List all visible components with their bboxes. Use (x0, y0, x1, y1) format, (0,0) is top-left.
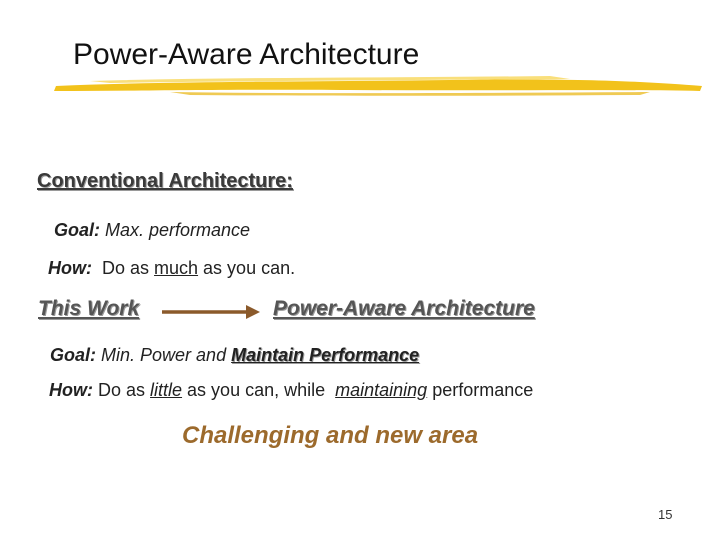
how-text-end: performance (427, 380, 534, 400)
how-text-middle: as you can, while (182, 380, 336, 400)
callout-text: Challenging and new area (182, 422, 479, 449)
how-text: Do as (93, 380, 151, 400)
goal-text: Min. Power and (96, 345, 232, 365)
how-emphasis: much (154, 258, 199, 278)
how-text: Do as (92, 258, 155, 278)
right-arrow-icon (160, 302, 262, 322)
title-underline (50, 72, 705, 98)
how-emphasis-little: little (150, 380, 183, 400)
page-number: 15 (658, 507, 673, 522)
conventional-how-line (48, 258, 295, 279)
goal-emphasis: Maintain Performance (231, 345, 420, 365)
goal-text: Max. performance (100, 220, 251, 240)
conventional-architecture-heading: Conventional Architecture: (37, 170, 293, 192)
new-how-line (49, 380, 533, 401)
this-work-label: This Work (38, 297, 140, 320)
slide-title: Power-Aware Architecture (73, 38, 420, 71)
conventional-goal-line (54, 220, 250, 241)
goal-label: Goal: (54, 220, 101, 240)
how-emphasis-maintaining: maintaining (335, 380, 428, 400)
power-aware-architecture-label: Power-Aware Architecture (273, 297, 535, 320)
goal-label: Goal: (50, 345, 97, 365)
new-goal-line (50, 345, 419, 366)
how-label: How: (48, 258, 92, 278)
how-label: How: (49, 380, 93, 400)
how-text-end: as you can. (198, 258, 296, 278)
